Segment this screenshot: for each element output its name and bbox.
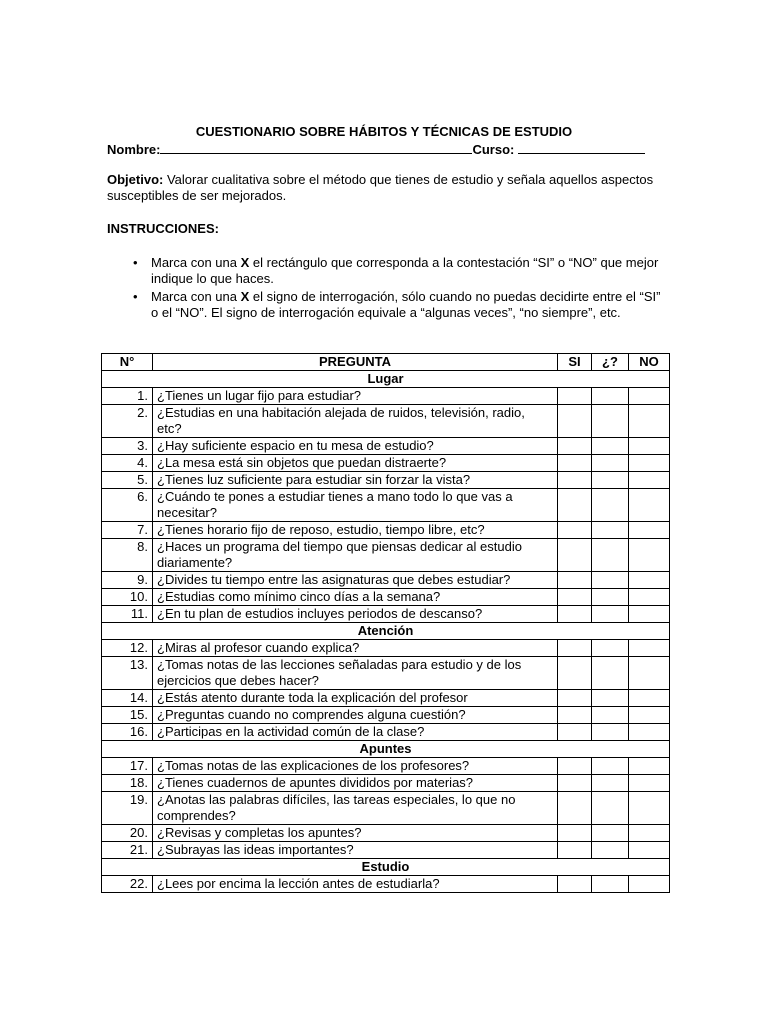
- answer-yes-box[interactable]: [558, 842, 592, 859]
- table-header-row: [102, 354, 670, 371]
- answer-no-box[interactable]: [629, 724, 670, 741]
- question-number: 12.: [102, 640, 153, 657]
- answer-no-box[interactable]: [629, 792, 670, 825]
- table-row: [102, 489, 670, 522]
- question-text: ¿Estudias como mínimo cinco días a la semana?: [153, 589, 558, 606]
- header-no: NO: [629, 354, 670, 371]
- table-row: [102, 589, 670, 606]
- answer-no-box[interactable]: [629, 388, 670, 405]
- table-row: [102, 792, 670, 825]
- answer-yes-box[interactable]: [558, 690, 592, 707]
- question-number: 2.: [102, 405, 153, 438]
- question-number: 13.: [102, 657, 153, 690]
- section-title: Atención: [102, 623, 670, 640]
- answer-maybe-box[interactable]: [592, 606, 629, 623]
- table-row: [102, 842, 670, 859]
- answer-yes-box[interactable]: [558, 472, 592, 489]
- question-number: 11.: [102, 606, 153, 623]
- header-number: N°: [102, 354, 153, 371]
- question-number: 22.: [102, 876, 153, 893]
- question-number: 7.: [102, 522, 153, 539]
- question-number: 14.: [102, 690, 153, 707]
- question-text: ¿Subrayas las ideas importantes?: [153, 842, 558, 859]
- question-number: 10.: [102, 589, 153, 606]
- answer-no-box[interactable]: [629, 539, 670, 572]
- section-title: Estudio: [102, 859, 670, 876]
- section-row: [102, 859, 670, 876]
- answer-yes-box[interactable]: [558, 539, 592, 572]
- table-row: [102, 775, 670, 792]
- answer-maybe-box[interactable]: [592, 572, 629, 589]
- section-row: [102, 623, 670, 640]
- table-row: [102, 690, 670, 707]
- document-title: CUESTIONARIO SOBRE HÁBITOS Y TÉCNICAS DE ESTUDIO: [195, 124, 573, 139]
- question-text: ¿Hay suficiente espacio en tu mesa de estudio?: [153, 438, 558, 455]
- answer-maybe-box[interactable]: [592, 758, 629, 775]
- question-number: 8.: [102, 539, 153, 572]
- instruction-item: [133, 255, 668, 287]
- answer-maybe-box[interactable]: [592, 589, 629, 606]
- table-row: [102, 539, 670, 572]
- question-number: 5.: [102, 472, 153, 489]
- question-text: ¿Haces un programa del tiempo que piensas dedicar al estudio diariamente?: [153, 539, 558, 572]
- table-row: [102, 758, 670, 775]
- answer-yes-box[interactable]: [558, 657, 592, 690]
- bullet-icon: •: [133, 255, 138, 270]
- question-text: ¿Miras al profesor cuando explica?: [153, 640, 558, 657]
- answer-maybe-box[interactable]: [592, 825, 629, 842]
- answer-no-box[interactable]: [629, 455, 670, 472]
- answer-no-box[interactable]: [629, 876, 670, 893]
- section-title: Lugar: [102, 371, 670, 388]
- table-row: [102, 405, 670, 438]
- table-row: [102, 724, 670, 741]
- instruction-text: el signo de interrogación, sólo cuando no puedas decidirte entre el “SI” o el “NO”. El signo de interrogación equivale a “algunas veces”, “no siempre”, etc.: [151, 289, 661, 320]
- answer-yes-box[interactable]: [558, 825, 592, 842]
- question-number: 16.: [102, 724, 153, 741]
- header-maybe: ¿?: [592, 354, 629, 371]
- objective-label: Objetivo:: [107, 172, 164, 187]
- instruction-mark: X: [240, 255, 250, 270]
- instruction-text: el rectángulo que corresponda a la contestación “SI” o “NO” que mejor indique lo que haces.: [151, 255, 659, 286]
- question-text: ¿Anotas las palabras difíciles, las tareas especiales, lo que no comprendes?: [153, 792, 558, 825]
- answer-maybe-box[interactable]: [592, 876, 629, 893]
- answer-yes-box[interactable]: [558, 792, 592, 825]
- question-text: ¿Lees por encima la lección antes de estudiarla?: [153, 876, 558, 893]
- instructions-heading: INSTRUCCIONES:: [107, 221, 219, 236]
- answer-yes-box[interactable]: [558, 438, 592, 455]
- answer-maybe-box[interactable]: [592, 455, 629, 472]
- question-number: 19.: [102, 792, 153, 825]
- answer-maybe-box[interactable]: [592, 842, 629, 859]
- answer-yes-box[interactable]: [558, 724, 592, 741]
- question-text: ¿En tu plan de estudios incluyes periodos de descanso?: [153, 606, 558, 623]
- answer-no-box[interactable]: [629, 657, 670, 690]
- question-text: ¿Cuándo te pones a estudiar tienes a mano todo lo que vas a necesitar?: [153, 489, 558, 522]
- instruction-mark: X: [240, 289, 250, 304]
- instructions-list: [133, 255, 668, 323]
- answer-no-box[interactable]: [629, 775, 670, 792]
- answer-no-box[interactable]: [629, 572, 670, 589]
- answer-maybe-box[interactable]: [592, 388, 629, 405]
- question-text: ¿Participas en la actividad común de la clase?: [153, 724, 558, 741]
- answer-no-box[interactable]: [629, 842, 670, 859]
- answer-yes-box[interactable]: [558, 405, 592, 438]
- name-label: Nombre:: [107, 142, 161, 157]
- answer-maybe-box[interactable]: [592, 405, 629, 438]
- table-row: [102, 825, 670, 842]
- answer-no-box[interactable]: [629, 472, 670, 489]
- table-row: [102, 657, 670, 690]
- question-number: 6.: [102, 489, 153, 522]
- answer-no-box[interactable]: [629, 640, 670, 657]
- question-text: ¿Tienes un lugar fijo para estudiar?: [153, 388, 558, 405]
- answer-no-box[interactable]: [629, 589, 670, 606]
- answer-maybe-box[interactable]: [592, 640, 629, 657]
- question-number: 3.: [102, 438, 153, 455]
- question-text: ¿La mesa está sin objetos que puedan distraerte?: [153, 455, 558, 472]
- table-body: [102, 371, 670, 893]
- table-row: [102, 572, 670, 589]
- question-number: 4.: [102, 455, 153, 472]
- answer-maybe-box[interactable]: [592, 539, 629, 572]
- answer-yes-box[interactable]: [558, 388, 592, 405]
- question-number: 18.: [102, 775, 153, 792]
- question-text: ¿Estás atento durante toda la explicación del profesor: [153, 690, 558, 707]
- question-number: 9.: [102, 572, 153, 589]
- name-course-line: [107, 140, 645, 158]
- answer-yes-box[interactable]: [558, 522, 592, 539]
- header-question: PREGUNTA: [153, 354, 558, 371]
- table-row: [102, 707, 670, 724]
- answer-no-box[interactable]: [629, 438, 670, 455]
- answer-no-box[interactable]: [629, 825, 670, 842]
- table-row: [102, 388, 670, 405]
- answer-no-box[interactable]: [629, 758, 670, 775]
- question-text: ¿Tienes luz suficiente para estudiar sin forzar la vista?: [153, 472, 558, 489]
- answer-yes-box[interactable]: [558, 606, 592, 623]
- answer-maybe-box[interactable]: [592, 438, 629, 455]
- question-text: ¿Tomas notas de las lecciones señaladas para estudio y de los ejercicios que debes hacer?: [153, 657, 558, 690]
- answer-yes-box[interactable]: [558, 589, 592, 606]
- question-text: ¿Estudias en una habitación alejada de ruidos, televisión, radio, etc?: [153, 405, 558, 438]
- question-number: 1.: [102, 388, 153, 405]
- answer-no-box[interactable]: [629, 522, 670, 539]
- objective-text: Valorar cualitativa sobre el método que tienes de estudio y señala aquellos aspectos susceptibles de ser mejorados.: [107, 172, 654, 203]
- answer-maybe-box[interactable]: [592, 690, 629, 707]
- answer-yes-box[interactable]: [558, 758, 592, 775]
- table-row: [102, 606, 670, 623]
- section-row: [102, 371, 670, 388]
- question-number: 17.: [102, 758, 153, 775]
- table-row: [102, 455, 670, 472]
- answer-yes-box[interactable]: [558, 489, 592, 522]
- answer-maybe-box[interactable]: [592, 775, 629, 792]
- section-row: [102, 741, 670, 758]
- instruction-text: Marca con una: [151, 255, 241, 270]
- question-text: ¿Revisas y completas los apuntes?: [153, 825, 558, 842]
- answer-no-box[interactable]: [629, 606, 670, 623]
- answer-maybe-box[interactable]: [592, 657, 629, 690]
- bullet-icon: •: [133, 289, 138, 304]
- answer-yes-box[interactable]: [558, 775, 592, 792]
- answer-no-box[interactable]: [629, 489, 670, 522]
- answer-no-box[interactable]: [629, 405, 670, 438]
- answer-yes-box[interactable]: [558, 876, 592, 893]
- answer-yes-box[interactable]: [558, 640, 592, 657]
- header-yes: SI: [558, 354, 592, 371]
- objective-paragraph: [107, 172, 667, 204]
- questionnaire-table: [101, 353, 670, 893]
- answer-no-box[interactable]: [629, 690, 670, 707]
- answer-maybe-box[interactable]: [592, 792, 629, 825]
- instruction-text: Marca con una: [151, 289, 241, 304]
- table-row: [102, 640, 670, 657]
- answer-yes-box[interactable]: [558, 707, 592, 724]
- answer-yes-box[interactable]: [558, 455, 592, 472]
- question-text: ¿Preguntas cuando no comprendes alguna cuestión?: [153, 707, 558, 724]
- answer-maybe-box[interactable]: [592, 707, 629, 724]
- answer-no-box[interactable]: [629, 707, 670, 724]
- question-text: ¿Tienes horario fijo de reposo, estudio, tiempo libre, etc?: [153, 522, 558, 539]
- question-text: ¿Tienes cuadernos de apuntes divididos por materias?: [153, 775, 558, 792]
- answer-maybe-box[interactable]: [592, 724, 629, 741]
- question-text: ¿Divides tu tiempo entre las asignaturas que debes estudiar?: [153, 572, 558, 589]
- answer-maybe-box[interactable]: [592, 489, 629, 522]
- name-field[interactable]: [160, 140, 472, 154]
- answer-maybe-box[interactable]: [592, 472, 629, 489]
- table-row: [102, 522, 670, 539]
- section-title: Apuntes: [102, 741, 670, 758]
- answer-yes-box[interactable]: [558, 572, 592, 589]
- answer-maybe-box[interactable]: [592, 522, 629, 539]
- table-row: [102, 472, 670, 489]
- question-number: 15.: [102, 707, 153, 724]
- question-number: 21.: [102, 842, 153, 859]
- table-row: [102, 438, 670, 455]
- question-text: ¿Tomas notas de las explicaciones de los profesores?: [153, 758, 558, 775]
- table-row: [102, 876, 670, 893]
- course-field[interactable]: [518, 140, 645, 154]
- course-label: Curso:: [472, 142, 515, 157]
- instruction-item: [133, 289, 668, 321]
- question-number: 20.: [102, 825, 153, 842]
